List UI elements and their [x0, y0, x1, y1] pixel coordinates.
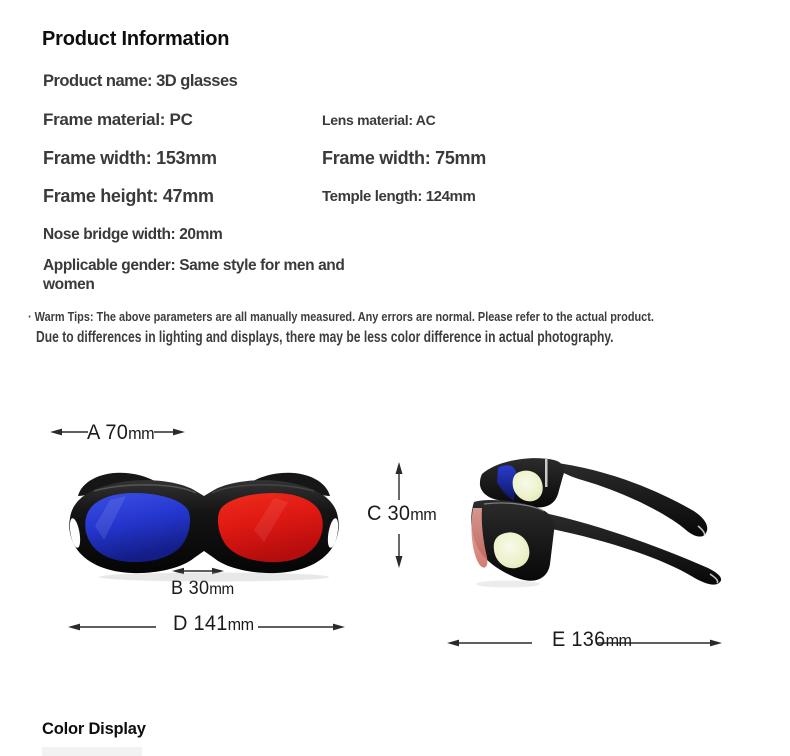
spec-frame-width-front: Frame width: 153mm	[43, 148, 217, 168]
dim-e-value: E 136	[552, 628, 606, 651]
dim-c-value: C 30	[367, 502, 411, 525]
spec-lens-material: Lens material: AC	[322, 112, 436, 128]
dim-e-unit: mm	[605, 631, 632, 650]
warm-tips-line2: Due to differences in lighting and displays, there may be less color difference in actual photography.	[36, 329, 614, 346]
spec-temple-length: Temple length: 124mm	[322, 188, 476, 205]
dim-b-value: B 30	[171, 578, 210, 599]
warm-tips-line1: · Warm Tips: The above parameters are all manually measured. Any errors are normal. Please refer to the actual product.	[28, 309, 654, 324]
next-section-image-edge	[42, 747, 142, 756]
dim-d-value: D 141	[173, 612, 228, 635]
side-view-glasses-image	[470, 452, 742, 588]
product-information-heading: Product Information	[42, 28, 230, 50]
dim-a-unit: mm	[128, 424, 155, 443]
dim-label-d	[173, 612, 254, 636]
spec-frame-height: Frame height: 47mm	[43, 186, 214, 206]
dim-a-value: A 70	[87, 421, 129, 444]
dim-label-e	[552, 628, 632, 652]
dim-label-a	[87, 421, 154, 445]
hinge-notch	[545, 459, 548, 487]
spec-applicable-gender: Applicable gender: Same style for men and women	[43, 257, 345, 293]
dim-c-unit: mm	[410, 505, 437, 524]
dim-d-unit: mm	[227, 615, 254, 634]
front-view-glasses-image	[64, 460, 344, 582]
spec-frame-material: Frame material: PC	[43, 110, 193, 129]
spec-frame-width-side: Frame width: 75mm	[322, 148, 486, 168]
side-glasses-shadow	[476, 581, 540, 588]
dim-label-c	[367, 502, 436, 526]
color-display-heading: Color Display	[42, 720, 146, 738]
dim-b-unit: mm	[209, 581, 234, 598]
spec-nose-bridge-width: Nose bridge width: 20mm	[43, 226, 223, 243]
spec-product-name: Product name: 3D glasses	[43, 72, 238, 90]
front-glasses-shadow	[99, 573, 329, 582]
